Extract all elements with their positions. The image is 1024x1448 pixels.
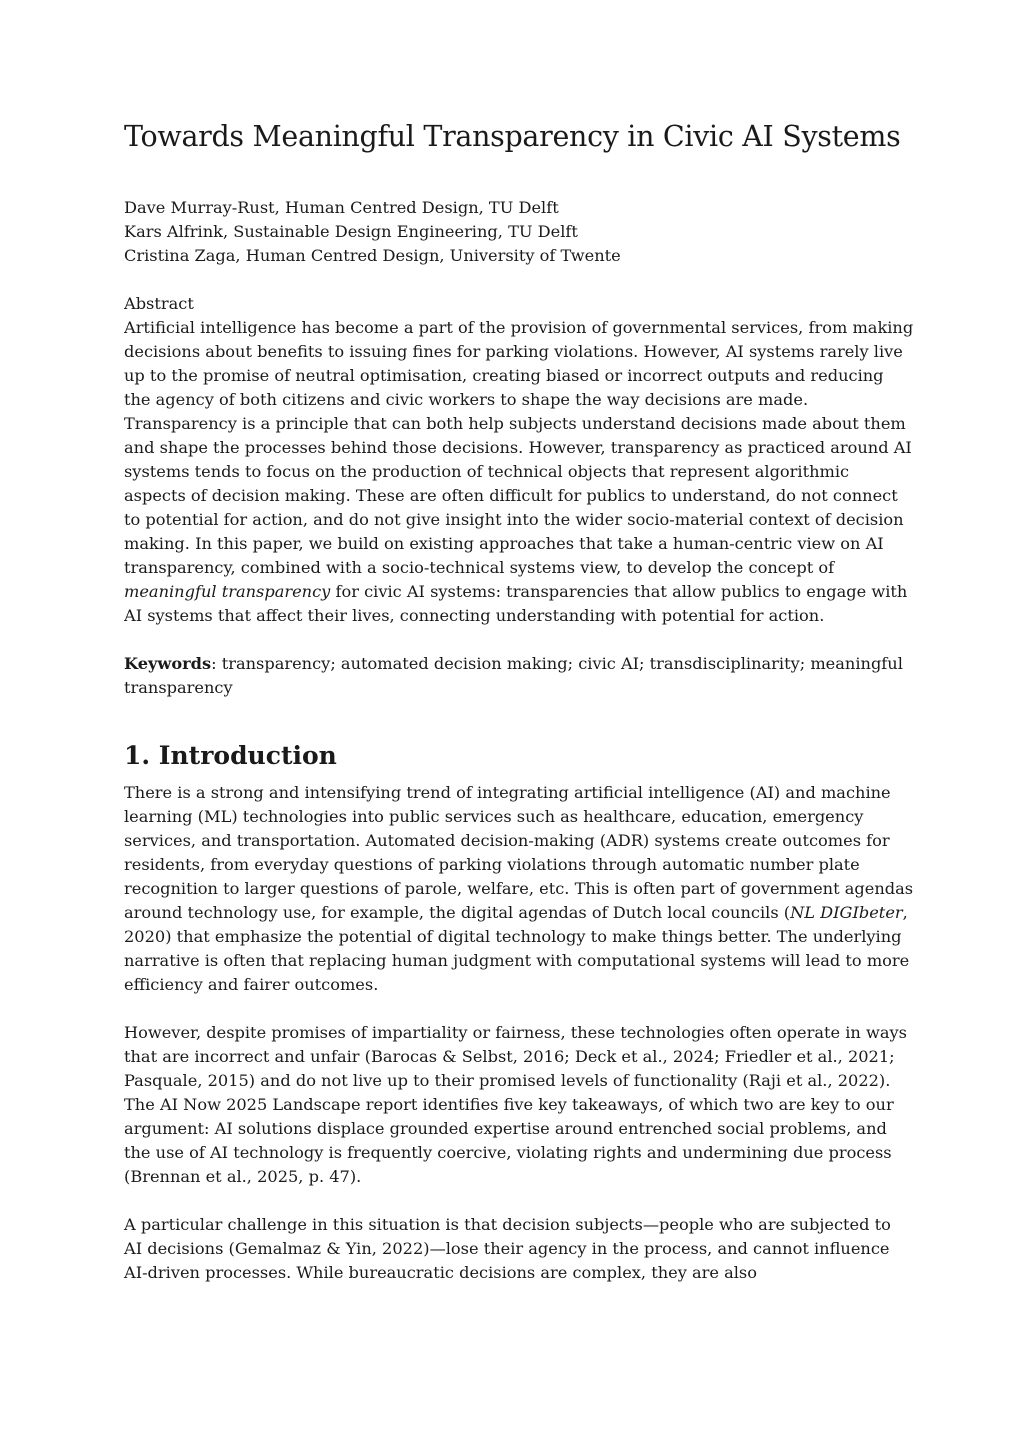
- keywords: [124, 652, 914, 700]
- author-line: Dave Murray-Rust, Human Centred Design, TU Delft: [124, 198, 559, 218]
- paragraph: A particular challenge in this situation is that decision subjects—people who are subjected to AI decisions (Gemalmaz & Yin, 2022)—lose their agency in the process, and cannot influence AI-driven processes. While bureaucratic decisions are complex, they are also: [124, 1215, 891, 1283]
- abstract-emphasis: meaningful transparency: [124, 582, 331, 602]
- abstract-text: [124, 316, 914, 628]
- paragraph-text-part: There is a strong and intensifying trend of integrating artificial intelligence (AI) and machine learning (ML) technologies into public services such as healthcare, education, emergency services, and transportation. Automated decision-making (ADR) systems create outcomes for residents, from everyday questions of parking violations through automatic number plate recognition to larger questions of parole, welfare, etc. This is often part of government agendas around technology use, for example, the digital agendas of Dutch local councils (: [124, 783, 914, 923]
- paper-page: [124, 120, 914, 1309]
- introduction-body: [124, 781, 914, 1285]
- paragraph-text-part: , 2020) that emphasize the potential of digital technology to make things better. The underlying narrative is often that replacing human judgment with computational systems will lead to more efficiency and fairer outcomes.: [124, 903, 910, 995]
- abstract-heading: Abstract: [124, 294, 194, 314]
- paragraph: [124, 781, 914, 997]
- keywords-text: : transparency; automated decision making; civic AI; transdisciplinarity; meaningful transparency: [124, 654, 903, 698]
- author-list: [124, 196, 914, 268]
- author-line: Kars Alfrink, Sustainable Design Engineering, TU Delft: [124, 222, 578, 242]
- section-heading: 1. Introduction: [124, 741, 337, 771]
- abstract-section: [124, 292, 914, 700]
- paragraph: However, despite promises of impartiality or fairness, these technologies often operate in ways that are incorrect and unfair (Barocas & Selbst, 2016; Deck et al., 2024; Friedler et al., 2021; Pasquale, 2015) and do not live up to their promised levels of functionality (Raji et al., 2022). The AI Now 2025 Landscape report identifies five key takeaways, of which two are key to our argument: AI solutions displace grounded expertise around entrenched social problems, and the use of AI technology is frequently coercive, violating rights and undermining due process (Brennan et al., 2025, p. 47).: [124, 1023, 907, 1187]
- paragraph-emphasis: NL DIGIbeter: [790, 903, 903, 923]
- author-line: Cristina Zaga, Human Centred Design, University of Twente: [124, 246, 621, 266]
- paper-title: Towards Meaningful Transparency in Civic AI Systems: [124, 120, 901, 153]
- abstract-text-part: for civic AI systems: transparencies that allow publics to engage with AI systems that affect their lives, connecting understanding with potential for action.: [124, 582, 908, 626]
- abstract-text-part: Artificial intelligence has become a part of the provision of governmental services, from making decisions about benefits to issuing fines for parking violations. However, AI systems rarely live up to the promise of neutral optimisation, creating biased or incorrect outputs and reducing the agency of both citizens and civic workers to shape the way decisions are made. Transparency is a principle that can both help subjects understand decisions made about them and shape the processes behind those decisions. However, transparency as practiced around AI systems tends to focus on the production of technical objects that represent algorithmic aspects of decision making. These are often difficult for publics to understand, do not connect to potential for action, and do not give insight into the wider socio-material context of decision making. In this paper, we build on existing approaches that take a human-centric view on AI transparency, combined with a socio-technical systems view, to develop the concept of: [124, 318, 914, 578]
- keywords-label: Keywords: [124, 654, 212, 674]
